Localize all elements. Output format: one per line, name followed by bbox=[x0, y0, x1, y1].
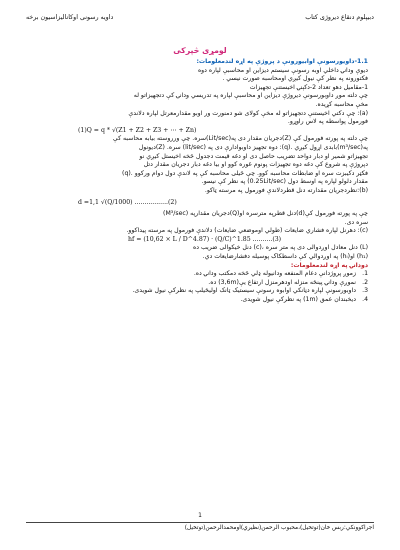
paragraph-line: چې په پورته فورمول کې(d)دنل قطرپه مترسره او(Q)دجریان مقدارپه (M³/sec) bbox=[163, 210, 368, 218]
section-1-heading: 1.1-داویورسونې اوابیورونې د پروژې په اړه لندمعلومات: bbox=[196, 58, 368, 65]
paragraph-line: مقدار دلولو لپاره په اوسط دول (0.25Lit/sec) په نظر کې نیسو. bbox=[201, 178, 368, 186]
paragraph-line: تجهیزاتو شمیر او دبار دواحد تضریب حاصل دی او دغه قیمت دجدول څخه اخیستل کیږي نو bbox=[139, 152, 368, 160]
list-item: 4. دیخبندان عمق (1m) په نظرکې نیول شویدی. bbox=[240, 296, 368, 304]
header-section-title: داویه رسونی اوکانالیزاسیون برخه bbox=[26, 14, 114, 21]
footer-divider bbox=[26, 522, 374, 523]
page-number: 1 bbox=[198, 512, 202, 519]
paragraph-line: 1-مقامیل دهو تعداد 2-دکېنۍ اخیستنې تجهیزات bbox=[249, 83, 368, 91]
paragraph-line: فکتورونه په نظر کې نیول کیږي اومحاسبه صورت نیسي . bbox=[222, 75, 368, 83]
paragraph-line: مخې محاسبه کړیده. bbox=[315, 100, 368, 108]
paragraph-line: سره دی. bbox=[344, 218, 368, 226]
paragraph-line: دپروژې په شروع کې دغه دوه تجهیزات پونوم غوره کوو او بیا دغه دبار دجریان مقدار دتل bbox=[143, 161, 368, 169]
paragraph-line: (c): دهرنل لپاره فشاري ضایعات (طولي اوموضعي ضایعات) دلاندې فورمول په مرسته پیداکوو. bbox=[126, 227, 368, 235]
paragraph-line: په(m³/sec)بابدی اړول کیږي .(q): دوه تجهیز داوبوادارې دی په (lit/sec) سره. (Z)دیونول bbox=[138, 143, 368, 151]
paragraph-line: (b):نظردجریان مقدارته دنل قطردلاندې فورمول په مرسته ټاکو. bbox=[204, 186, 368, 194]
formula-3: hf = (10,62 × L / D^4.87) · (Q/C)^1.85 ..........(3) bbox=[128, 235, 282, 243]
page-footer bbox=[26, 510, 374, 536]
paragraph-line: چې دلته په پورته فورمول کې (Z)دجریان مقدار دی په(Lit/sec)سره. چې ورروسته بیابه محاسبه کې bbox=[112, 135, 368, 143]
paragraph-line: فکټر دکیبزت سره او ضابطات محاسبه کوو. چې څیلی محاسبه کې په لاندې دول دوام ورکوو .(q) bbox=[122, 169, 368, 177]
paragraph-line: (L) دنل معادل اوږدوالی دی په متر سره ،(c) دنل خیکوالی ضریب ده bbox=[193, 244, 368, 252]
document-body bbox=[38, 58, 368, 305]
footer-authors: اجراکوونکي:ربس خان(توتخیل)،محبوب الرحمن(نظیري)اومحمدالرحمن(توتخیل) bbox=[184, 525, 374, 531]
page-header bbox=[26, 14, 374, 26]
list-item: 2. نموږې ودانۍ پینځه منزله اودهرمنزل ارتفاع یې(3,6m) ده. bbox=[208, 278, 368, 286]
building-info-list bbox=[38, 270, 368, 304]
chapter-title: لومړی څپرکی bbox=[173, 46, 227, 55]
list-item: 3. داوبورسونې لپاره دڼانکي اوابوه رسونې سیستیک ټانک اوليځیلپ په نظرکې نیول شویدی. bbox=[132, 287, 368, 295]
paragraph-line: فورمول پواسطه په لاس راوړو. bbox=[287, 118, 368, 126]
paragraph-line: چې دلته موږ داوبورسونې دیروژې دیزاین او محاسبې لپاره په تدریسي ودانۍ کې دتجهیزاتو له bbox=[133, 92, 368, 100]
paragraph-line: (a): چې دکتي اخیستنې دتجهیزاتو له مخې کولای شو دمنورت ور اوبو مقدارمعرتل لپاره دلاندې bbox=[128, 109, 368, 117]
formula-2: d =1,1 √(Q/1000) .................(2) bbox=[78, 198, 177, 206]
formula-1: (1)Q = q * √(Z1 + Z2 + Z3 + ⋯ + Zn) bbox=[78, 126, 197, 134]
paragraph-line: دیوې ودانۍ داخلي اوبه رسونې سیستم دیزاین او محاسبې لپاره دوه bbox=[197, 66, 368, 74]
header-book-title: دبیپلوم دنقاع دیروژی کتاب bbox=[305, 14, 374, 21]
section-2-heading: دودانۍ په اړه لندمعلومات: bbox=[290, 261, 368, 269]
list-item: 1. زموږ پروژدانې دعام المنفعه ودانیوله ډلي څخه دمکتب ودانۍ ده. bbox=[193, 270, 368, 278]
paragraph-line: (h₁) او(hᵢ) په اوږدوالي کې داسطکاک پوسیله دفشارضایعات دي. bbox=[202, 253, 368, 261]
